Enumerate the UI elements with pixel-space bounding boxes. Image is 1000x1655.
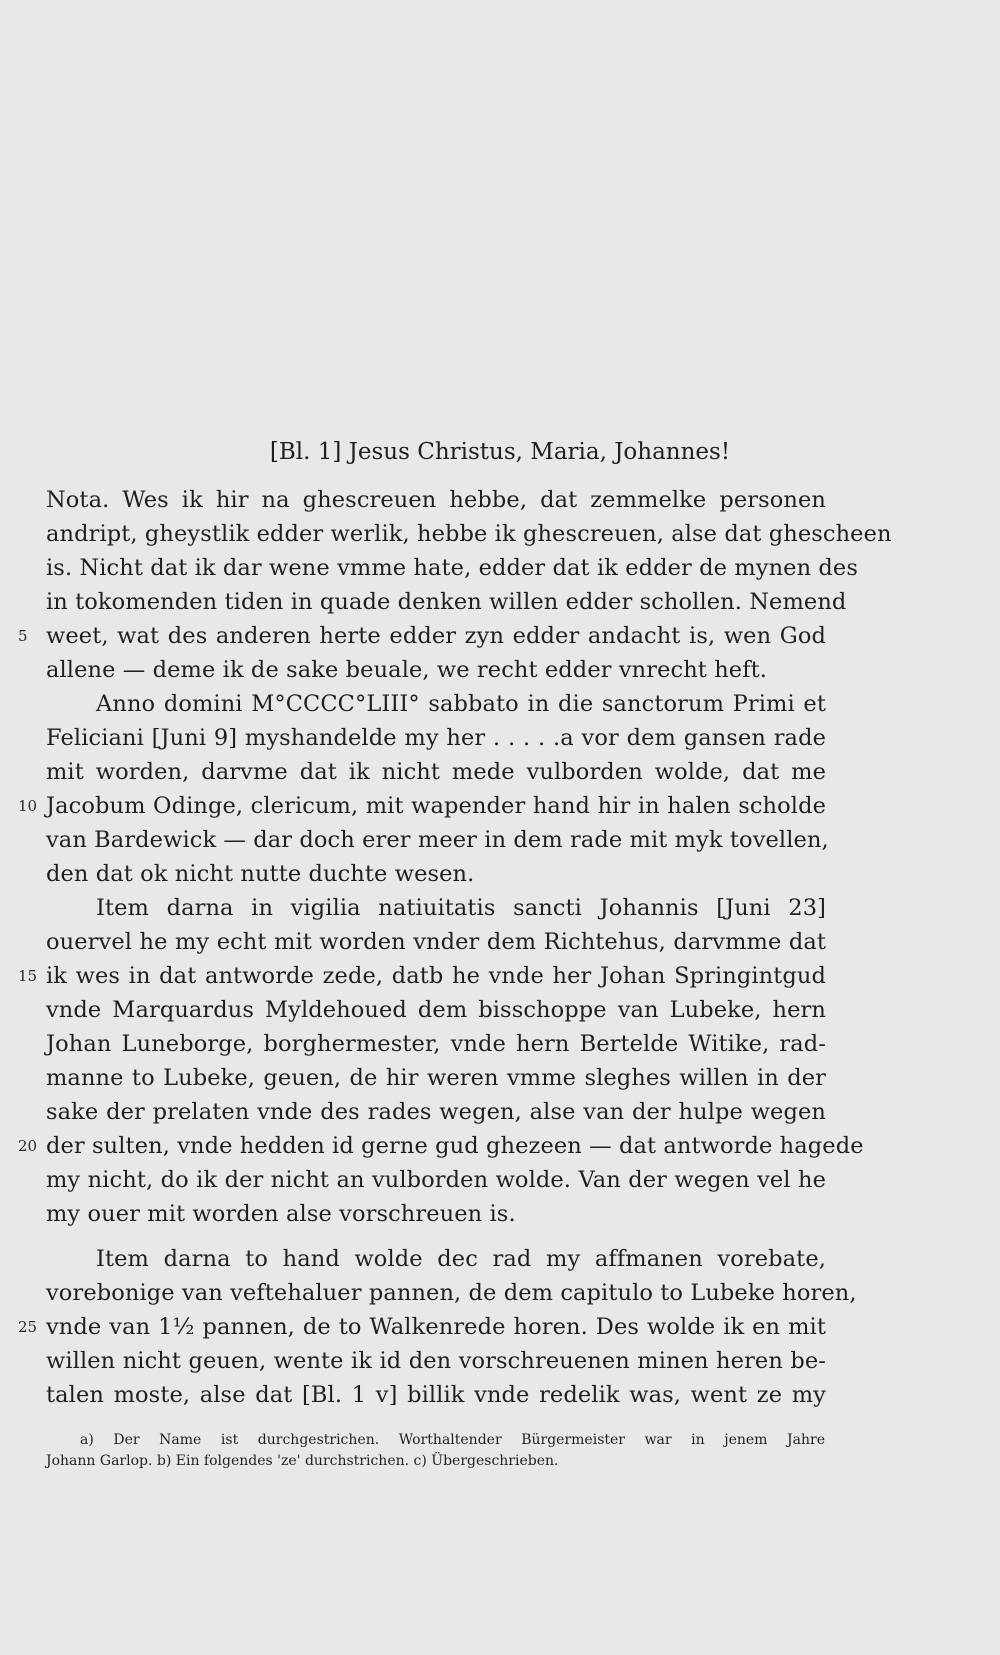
text-line-5: weet, wat des anderen herte edder zyn edder andacht is, wen God bbox=[46, 623, 826, 649]
text-line-27: talen moste, alse dat [Bl. 1 v] billik vnde redelik was, went ze my bbox=[46, 1382, 826, 1408]
text-line-20: der sulten, vnde hedden id gerne gud ghezeen — dat antworde hagede bbox=[46, 1133, 864, 1159]
text-line-3: is. Nicht dat ik dar wene vmme hate, edder dat ik edder de mynen des bbox=[46, 555, 858, 581]
text-line-15: ik wes in dat antworde zede, datb he vnde her Johan Springintgud bbox=[46, 963, 826, 989]
text-line-17: Johan Luneborge, borghermester, vnde hern Bertelde Witike, rad- bbox=[46, 1031, 826, 1057]
line-number-15: 15 bbox=[18, 967, 38, 985]
line-number-5: 5 bbox=[18, 627, 28, 645]
line-number-10: 10 bbox=[18, 797, 38, 815]
footnote-line-2: Johann Garlop. b) Ein folgendes 'ze' durchstrichen. c) Übergeschrieben. bbox=[46, 1453, 559, 1469]
text-line-25: vnde van 1½ pannen, de to Walkenrede horen. Des wolde ik en mit bbox=[46, 1314, 826, 1340]
text-line-4: in tokomenden tiden in quade denken willen edder schollen. Nemend bbox=[46, 589, 847, 615]
text-line-11: van Bardewick — dar doch erer meer in dem rade mit myk tovellen, bbox=[46, 827, 829, 853]
text-line-22: my ouer mit worden alse vorschreuen is. bbox=[46, 1201, 516, 1227]
text-line-1: Nota. Wes ik hir na ghescreuen hebbe, dat zemmelke personen bbox=[46, 487, 826, 513]
text-line-18: manne to Lubeke, geuen, de hir weren vmme sleghes willen in der bbox=[46, 1065, 826, 1091]
text-line-13: Item darna in vigilia natiuitatis sancti Johannis [Juni 23] bbox=[96, 895, 826, 921]
text-line-2: andript, gheystlik edder werlik, hebbe ik ghescreuen, alse dat ghescheen bbox=[46, 521, 892, 547]
line-number-20: 20 bbox=[18, 1137, 38, 1155]
text-line-8: Feliciani [Juni 9] myshandelde my her . . . . .a vor dem gansen rade bbox=[46, 725, 826, 751]
text-line-24: vorebonige van veftehaluer pannen, de dem capitulo to Lubeke horen, bbox=[46, 1280, 857, 1306]
text-line-6: allene — deme ik de sake beuale, we recht edder vnrecht heft. bbox=[46, 657, 768, 683]
text-line-21: my nicht, do ik der nicht an vulborden wolde. Van der wegen vel he bbox=[46, 1167, 826, 1193]
text-line-12: den dat ok nicht nutte duchte wesen. bbox=[46, 861, 475, 887]
text-line-14: ouervel he my echt mit worden vnder dem Richtehus, darvmme dat bbox=[46, 929, 826, 955]
text-line-10: Jacobum Odinge, clericum, mit wapender hand hir in halen scholde bbox=[46, 793, 826, 819]
text-line-23: Item darna to hand wolde dec rad my affmanen vorebate, bbox=[96, 1246, 826, 1272]
text-line-19: sake der prelaten vnde des rades wegen, alse van der hulpe wegen bbox=[46, 1099, 826, 1125]
line-number-25: 25 bbox=[18, 1318, 38, 1336]
text-line-9: mit worden, darvme dat ik nicht mede vulborden wolde, dat me bbox=[46, 759, 826, 785]
text-line-26: willen nicht geuen, wente ik id den vorschreuenen minen heren be- bbox=[46, 1348, 826, 1374]
page-heading: [Bl. 1] Jesus Christus, Maria, Johannes! bbox=[269, 439, 731, 465]
footnote-line-1: a) Der Name ist durchgestrichen. Worthaltender Bürgermeister war in jenem Jahre bbox=[80, 1432, 825, 1448]
text-line-7: Anno domini M°CCCC°LIII° sabbato in die sanctorum Primi et bbox=[96, 691, 826, 717]
text-line-16: vnde Marquardus Myldehoued dem bisschoppe van Lubeke, hern bbox=[46, 997, 826, 1023]
